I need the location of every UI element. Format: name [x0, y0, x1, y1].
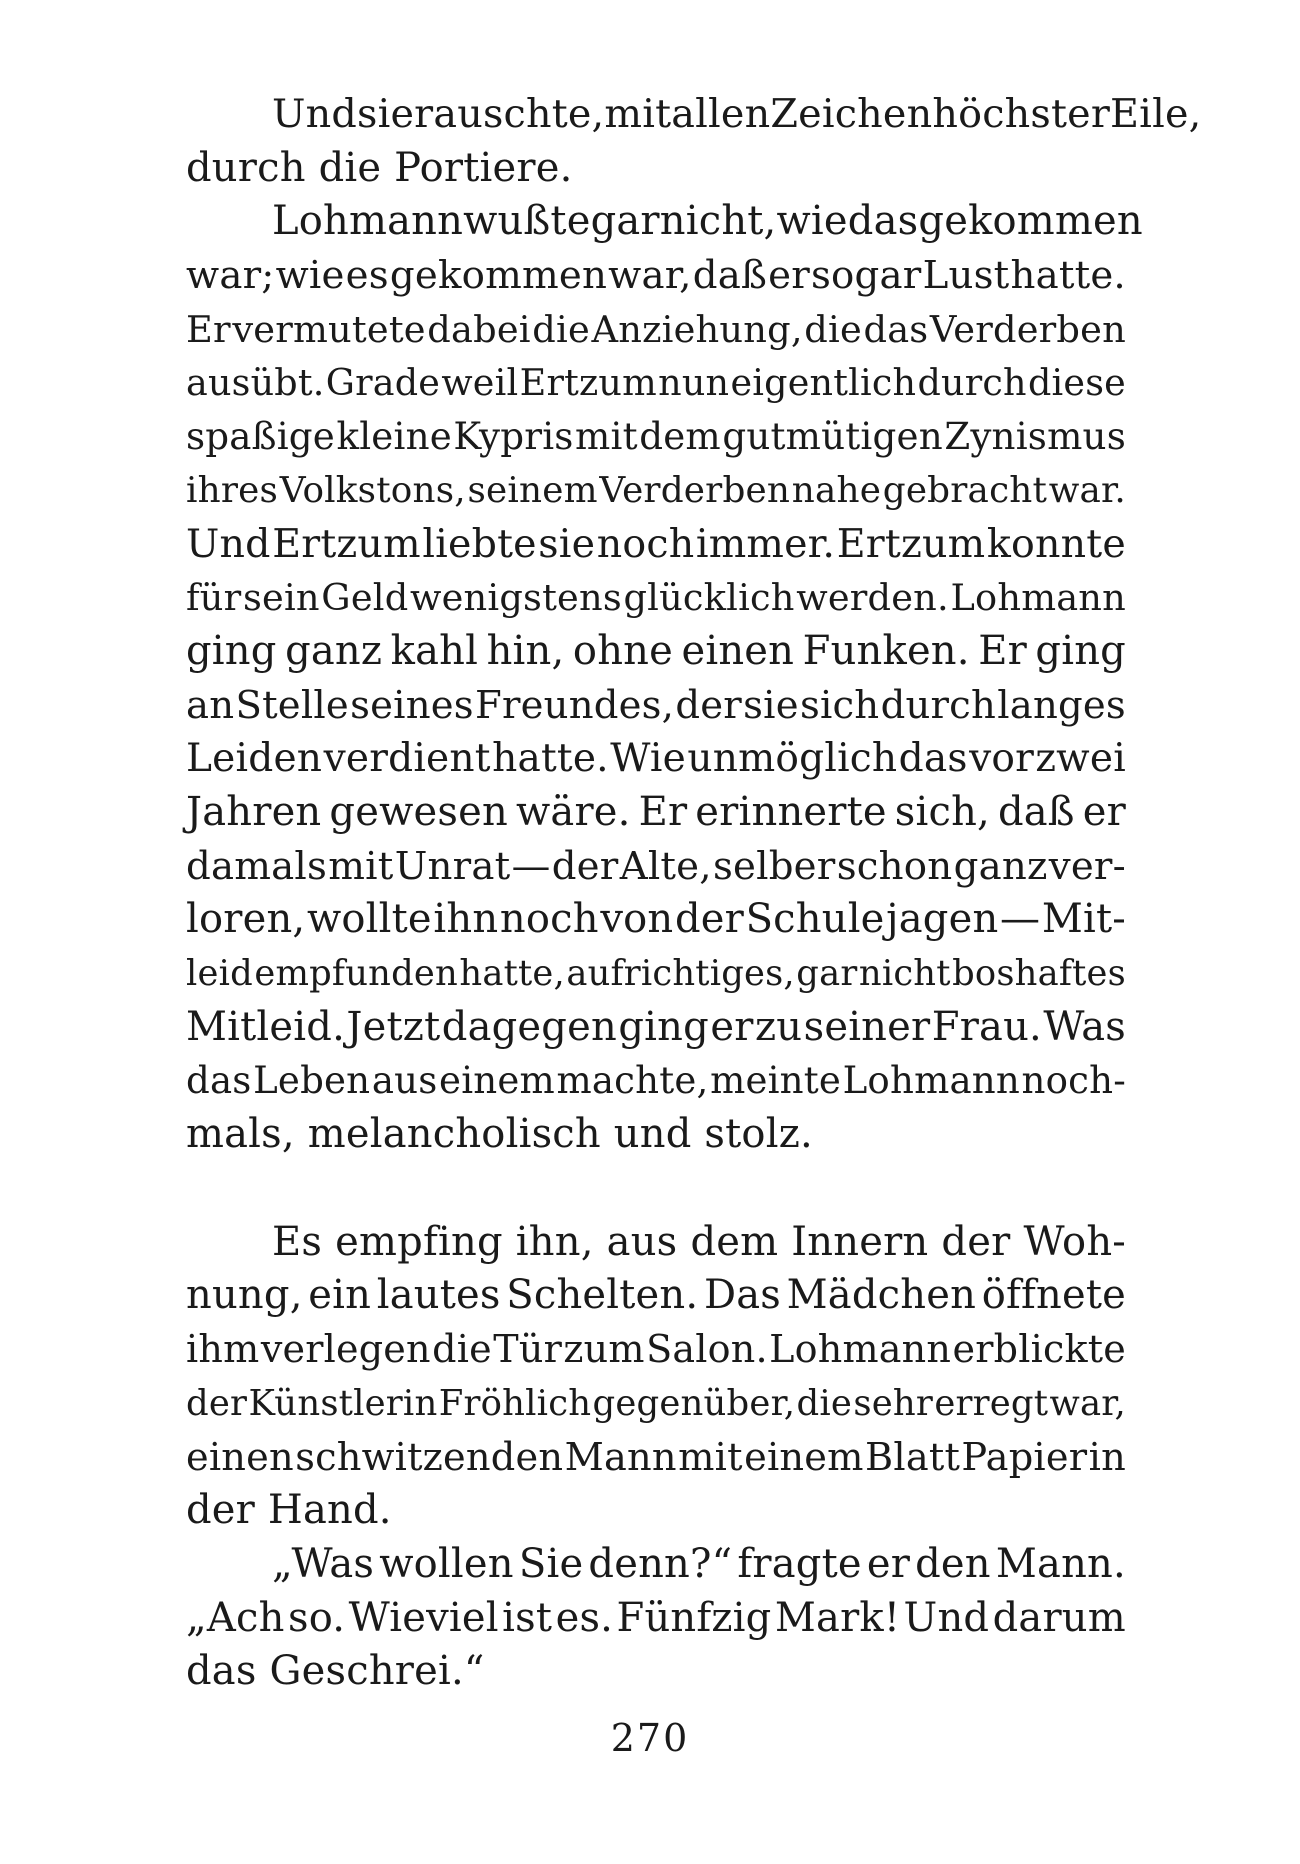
word: schon: [836, 843, 953, 889]
word: Fünfzig: [616, 1594, 772, 1641]
word: Jahren: [186, 788, 322, 835]
word: machte,: [556, 1059, 709, 1103]
word: einen: [186, 1434, 294, 1480]
word: Unrat: [394, 843, 511, 889]
word: ganz: [285, 627, 383, 674]
word: eigentlich: [730, 361, 917, 405]
word: darum: [992, 1594, 1126, 1641]
text-line: [186, 1592, 1126, 1646]
word: Er: [978, 627, 1027, 674]
page-number: 270: [610, 1716, 690, 1760]
word: die: [532, 307, 590, 351]
word: es.: [555, 1594, 614, 1641]
word: die: [432, 1327, 492, 1372]
word: hin,: [486, 627, 565, 674]
word: er: [710, 1003, 754, 1050]
word: der: [186, 1382, 248, 1424]
text-line: [186, 303, 1126, 357]
word: aufrichtiges,: [566, 953, 795, 994]
word: nung,: [186, 1272, 303, 1319]
word: wie: [275, 253, 345, 299]
text-line: [186, 1001, 1126, 1055]
word: es: [345, 253, 389, 299]
word: Was: [1043, 1003, 1126, 1050]
word: Alte,: [619, 843, 712, 889]
word: Schule: [745, 896, 885, 943]
word: erblickte: [952, 1327, 1126, 1372]
word: Zynismus: [944, 414, 1126, 459]
word: Tür: [493, 1327, 562, 1372]
text-line: [186, 518, 1126, 572]
page-body-text: [186, 88, 1202, 1699]
word: sogar: [811, 253, 922, 299]
word: noch: [596, 520, 695, 567]
word: seiner: [803, 1003, 931, 1050]
word: Er: [186, 307, 231, 351]
word: wollen: [379, 1540, 514, 1587]
word: war,: [608, 253, 692, 299]
word: für: [186, 576, 242, 620]
word: Stelle: [235, 682, 349, 728]
text-line: [186, 88, 1202, 142]
word: Volkstons,: [279, 469, 466, 511]
text-line: [186, 893, 1126, 947]
word: höchster: [932, 91, 1110, 137]
word: öffnete: [981, 1272, 1126, 1319]
word: ging: [1035, 627, 1126, 674]
word: ver-: [1048, 843, 1126, 889]
word: an: [186, 682, 235, 728]
word: er: [1082, 788, 1126, 835]
word: Er: [638, 788, 688, 835]
word: Mann: [564, 1434, 677, 1480]
word: jagen: [886, 896, 999, 943]
word: ganz: [953, 843, 1048, 889]
word: werden.: [796, 576, 949, 620]
word: wäre.: [515, 788, 631, 835]
word: Wieviel: [348, 1594, 499, 1641]
text-line: [186, 464, 1126, 518]
word: vor: [969, 736, 1034, 782]
word: Kypris: [453, 414, 574, 459]
word: seinem: [467, 469, 598, 511]
word: Schelten.: [506, 1272, 699, 1319]
word: loren,: [186, 896, 306, 943]
word: Verderben: [599, 469, 791, 511]
word: Mann.: [995, 1540, 1126, 1587]
word: Salon.: [646, 1327, 768, 1372]
word: das: [898, 736, 968, 782]
word: mit: [604, 91, 672, 137]
word: gar: [796, 953, 858, 994]
word: —: [1000, 896, 1041, 943]
word: gewesen: [329, 788, 508, 835]
word: Freundes,: [475, 682, 675, 728]
word: Künstlerin: [248, 1382, 438, 1424]
word: der: [941, 1218, 1011, 1265]
word: empfing: [335, 1218, 503, 1265]
word: Lohmann: [842, 1059, 1020, 1103]
text-line: [186, 1323, 1126, 1377]
word: empfunden: [254, 953, 458, 994]
word: boshaftes: [952, 953, 1126, 994]
word: dagegen: [441, 1003, 617, 1050]
text-line: [186, 786, 1126, 840]
section-break: [186, 1162, 1126, 1216]
word: Sie: [518, 1540, 584, 1587]
word: einem: [439, 1059, 555, 1103]
word: er: [866, 1540, 911, 1587]
word: einem: [744, 1434, 864, 1480]
word: ohne: [572, 627, 673, 674]
text-line: [186, 732, 1126, 786]
word: diese: [1027, 361, 1126, 405]
word: „Ach: [186, 1594, 285, 1641]
word: ausübt.: [186, 361, 325, 405]
text-line: [186, 1538, 1126, 1592]
word: meinte: [710, 1059, 842, 1103]
word: gebracht: [882, 469, 1048, 511]
word: lautes: [376, 1272, 501, 1319]
text-line: [186, 1054, 1126, 1108]
word: kahl: [390, 627, 479, 674]
word: Ertzum: [836, 520, 986, 567]
word: so.: [287, 1594, 346, 1641]
text-line: [186, 195, 1143, 249]
word: war;: [186, 253, 275, 299]
word: er: [768, 253, 810, 299]
paragraph: [186, 195, 1143, 1161]
word: Und: [272, 91, 358, 137]
word: Leiden: [186, 736, 323, 782]
word: erregt: [934, 1382, 1049, 1424]
text-line: [186, 1377, 1126, 1431]
word: Ertzum: [519, 361, 657, 405]
word: Woh-: [1023, 1218, 1126, 1265]
word: hatte,: [459, 953, 565, 994]
word: gegenüber,: [592, 1382, 796, 1424]
word: die: [796, 1382, 853, 1424]
word: ging: [186, 627, 277, 674]
word: ging: [618, 1003, 709, 1050]
word: Zeichen: [770, 91, 933, 137]
text-line: [186, 571, 1126, 625]
word: von: [600, 896, 674, 943]
word: Und: [903, 1594, 990, 1641]
word: die: [804, 307, 862, 351]
word: den: [915, 1540, 991, 1587]
word: nun: [658, 361, 730, 405]
word: verdient: [323, 736, 491, 782]
word: Frau.: [931, 1003, 1042, 1050]
word: noch: [499, 896, 599, 943]
word: noch-: [1021, 1059, 1126, 1103]
word: nahe: [791, 469, 882, 511]
word: kleine: [336, 414, 452, 459]
text-line: der Hand.: [186, 1487, 392, 1534]
word: ihres: [186, 469, 279, 511]
word: —: [511, 843, 551, 889]
word: sich,: [894, 788, 990, 835]
word: weil: [441, 361, 519, 405]
word: sie: [743, 682, 799, 728]
text-line: [186, 1269, 1126, 1323]
word: Es: [272, 1218, 323, 1265]
word: das: [847, 198, 919, 245]
word: sehr: [853, 1382, 934, 1424]
text-line: das Geschrei.“: [186, 1648, 485, 1695]
word: Lohmann: [272, 198, 464, 245]
word: Ertzum: [272, 520, 421, 567]
word: konnte: [986, 520, 1126, 567]
word: Fröhlich: [438, 1382, 592, 1424]
word: wollte: [306, 896, 432, 943]
word: aus: [606, 1218, 678, 1265]
word: Papier: [961, 1434, 1088, 1480]
word: wußte: [463, 198, 591, 245]
word: fragte: [737, 1540, 862, 1587]
word: Mark!: [774, 1594, 901, 1641]
word: seines: [350, 682, 474, 728]
word: Innern: [791, 1218, 929, 1265]
text-line: [186, 625, 1126, 679]
word: dem: [690, 1218, 779, 1265]
text-line: [186, 840, 1126, 894]
word: unmöglich: [687, 736, 898, 782]
word: durch: [880, 682, 996, 728]
word: gekommen: [389, 253, 608, 299]
word: Eile,: [1110, 91, 1202, 137]
word: spaßige: [186, 414, 336, 459]
word: der: [675, 682, 742, 728]
word: langes: [997, 682, 1126, 728]
word: dabei: [427, 307, 531, 351]
word: „Was: [272, 1540, 375, 1587]
word: Mädchen: [786, 1272, 977, 1319]
word: der: [551, 843, 619, 889]
word: Das: [703, 1272, 781, 1319]
word: gutmütigen: [722, 414, 943, 459]
word: Anziehung,: [591, 307, 803, 351]
word: vermutete: [232, 307, 426, 351]
text-line: [186, 249, 1126, 303]
word: ihn,: [515, 1218, 594, 1265]
word: ihn: [433, 896, 499, 943]
word: gar: [590, 198, 660, 245]
word: das: [186, 1059, 252, 1103]
word: verlegen: [260, 1327, 431, 1372]
paragraph: [186, 1538, 1126, 1699]
word: nicht,: [659, 198, 777, 245]
word: schwitzenden: [295, 1434, 564, 1480]
word: damals: [186, 843, 328, 889]
word: aus: [371, 1059, 438, 1103]
paragraph: [186, 88, 1202, 195]
word: Lohmann: [950, 576, 1126, 620]
text-line: mals, melancholisch und stolz.: [186, 1111, 813, 1158]
word: daß: [692, 253, 768, 299]
word: war.: [1048, 469, 1126, 511]
word: selber: [713, 843, 836, 889]
word: war,: [1049, 1382, 1126, 1424]
word: mit: [678, 1434, 743, 1480]
word: das: [863, 307, 929, 351]
word: Und: [186, 520, 271, 567]
word: denn?“: [588, 1540, 733, 1587]
word: Leben: [253, 1059, 371, 1103]
word: Lohmann: [769, 1327, 952, 1372]
word: sein: [242, 576, 320, 620]
word: wie: [776, 198, 848, 245]
word: Blatt: [865, 1434, 961, 1480]
word: Mit-: [1041, 896, 1126, 943]
word: Lust: [922, 253, 1010, 299]
word: hatte.: [1010, 253, 1126, 299]
word: daß: [997, 788, 1075, 835]
word: mit: [328, 843, 394, 889]
word: Funken.: [802, 627, 970, 674]
word: zum: [563, 1327, 645, 1372]
word: Verderben: [929, 307, 1126, 351]
word: wenigstens: [409, 576, 622, 620]
word: ist: [502, 1594, 553, 1641]
word: immer.: [695, 520, 836, 567]
word: liebte: [422, 520, 537, 567]
word: nicht: [858, 953, 951, 994]
word: ein: [308, 1272, 372, 1319]
word: in: [1088, 1434, 1126, 1480]
word: sie: [538, 520, 596, 567]
word: erinnerte: [695, 788, 887, 835]
word: zwei: [1035, 736, 1126, 782]
text-line: [186, 1216, 1126, 1270]
word: hatte.: [492, 736, 609, 782]
word: durch: [917, 361, 1027, 405]
word: rauschte,: [414, 91, 605, 137]
word: einen: [681, 627, 795, 674]
word: Geld: [321, 576, 409, 620]
word: sie: [357, 91, 415, 137]
word: leid: [186, 953, 253, 994]
word: Wie: [610, 736, 686, 782]
text-line: [186, 356, 1126, 410]
word: zu: [754, 1003, 803, 1050]
word: gekommen: [918, 198, 1143, 245]
word: mit: [575, 414, 638, 459]
word: Jetzt: [346, 1003, 441, 1050]
paragraph: [186, 1216, 1126, 1538]
word: dem: [639, 414, 721, 459]
text-line: [186, 679, 1126, 733]
word: Grade: [325, 361, 441, 405]
word: allen: [671, 91, 771, 137]
word: Mitleid.: [186, 1003, 346, 1050]
word: glücklich: [623, 576, 795, 620]
text-line: [186, 947, 1126, 1001]
word: der: [674, 896, 744, 943]
word: ihm: [186, 1327, 260, 1372]
text-line: [186, 410, 1126, 464]
text-line: [186, 1431, 1126, 1485]
word: sich: [799, 682, 880, 728]
text-line: durch die Portiere.: [186, 144, 573, 191]
